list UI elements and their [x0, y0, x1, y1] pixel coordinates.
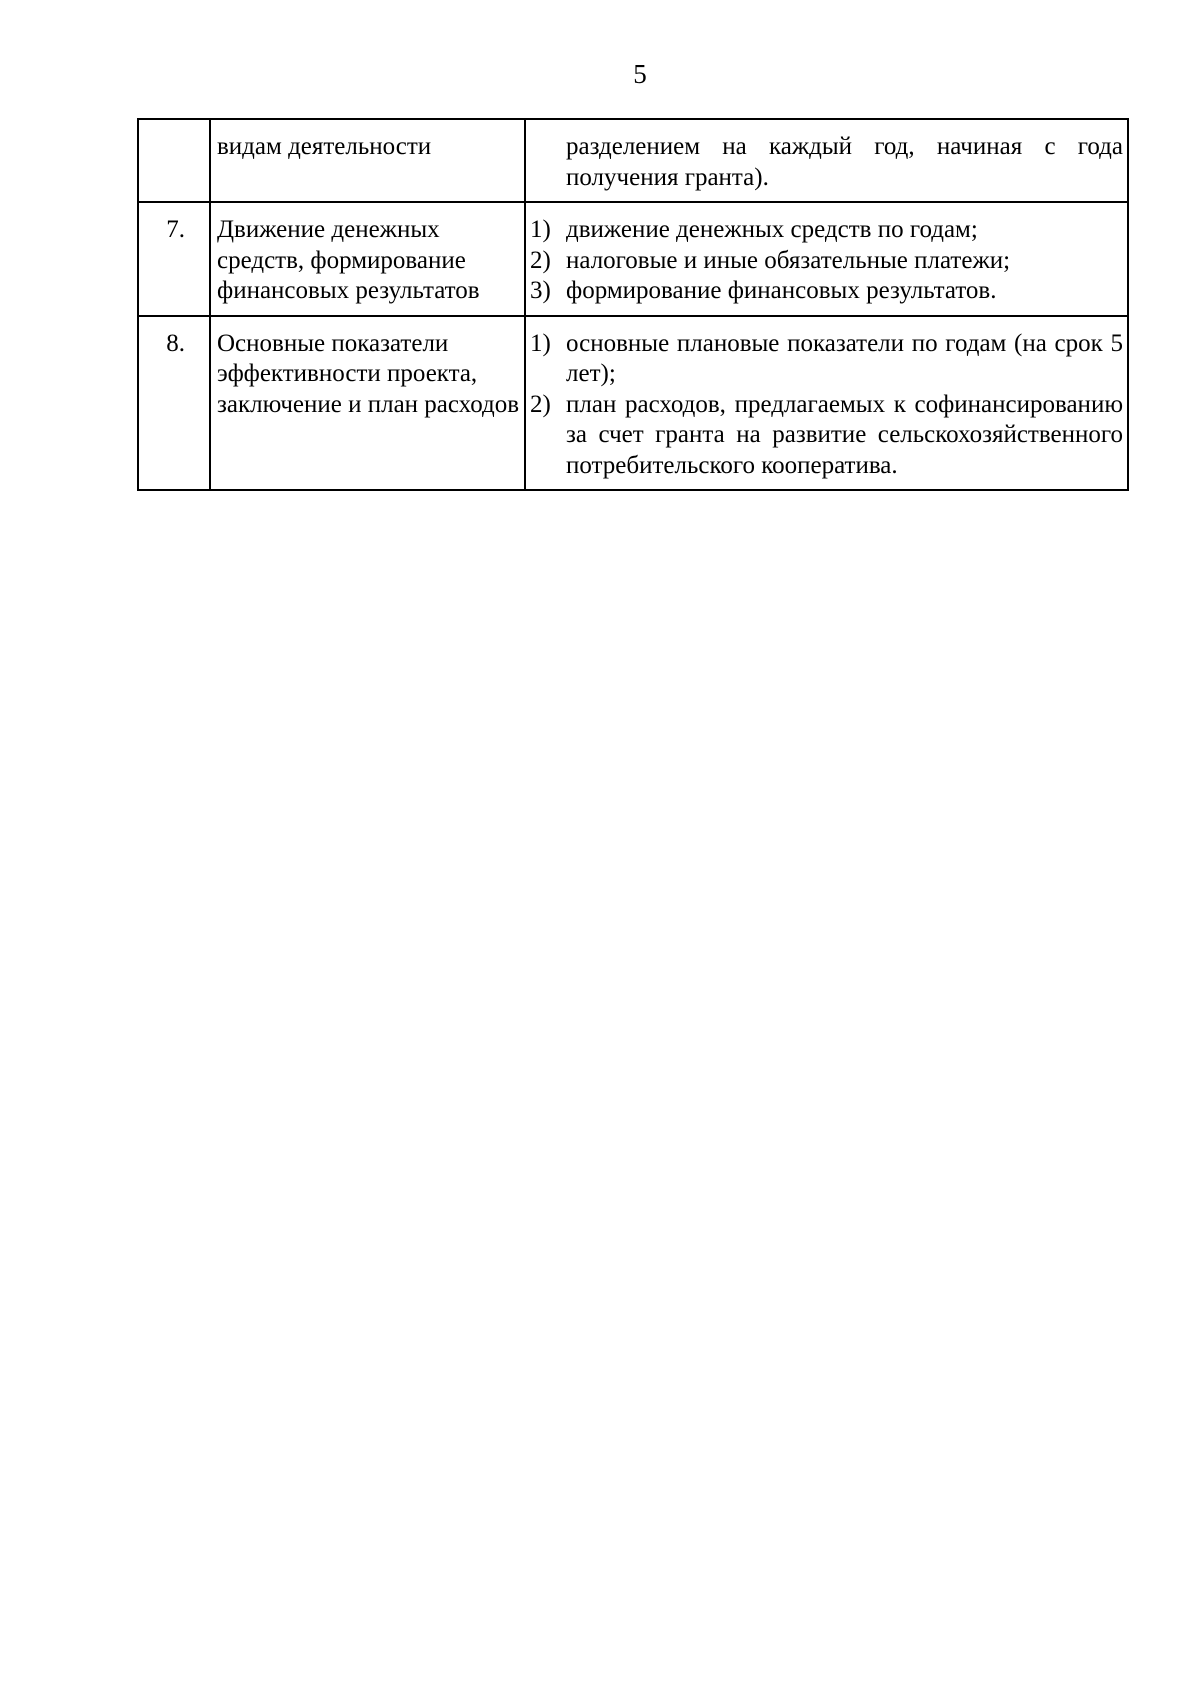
section-name: видам деятельности [210, 119, 525, 202]
section-description [525, 202, 1128, 316]
list-item-number: 1) [530, 216, 551, 243]
page-number: 5 [633, 59, 647, 89]
table-row [138, 202, 1128, 316]
table-row [138, 119, 1128, 202]
list-item [530, 215, 1123, 246]
list-item-number: 2) [530, 390, 551, 418]
list-item-text: движение денежных средств по годам; [566, 216, 978, 243]
list-item-text: формирование финансовых результатов. [566, 277, 997, 304]
list-item-text: основные плановые показатели по годам (на срок 5 лет); [566, 329, 1123, 387]
list-item-number: 1) [530, 329, 551, 357]
section-name: Основные показатели эффективности проекта, заключение и план расходов [210, 316, 525, 491]
list-item-number: 2) [530, 246, 551, 274]
row-number: 7. [138, 202, 210, 316]
section-name: Движение денежных средств, формирование финансовых результатов [210, 202, 525, 316]
requirements-table [137, 118, 1129, 491]
section-description [525, 316, 1128, 491]
list-item [530, 246, 1123, 277]
list-item-text: план расходов, предлагаемых к софинансированию за счет гранта на развитие сельскохозяйственного потребительского кооператива. [566, 390, 1123, 479]
table-row [138, 316, 1128, 491]
list-item [530, 329, 1123, 390]
row-number: 8. [138, 316, 210, 491]
list-item-number: 3) [530, 277, 551, 304]
list-item-text: налоговые и иные обязательные платежи; [566, 246, 1011, 274]
section-description [525, 119, 1128, 202]
row-number [138, 119, 210, 202]
list-item [530, 276, 1123, 307]
list-item [530, 390, 1123, 482]
description-text: разделением на каждый год, начиная с года получения гранта). [566, 133, 1123, 191]
